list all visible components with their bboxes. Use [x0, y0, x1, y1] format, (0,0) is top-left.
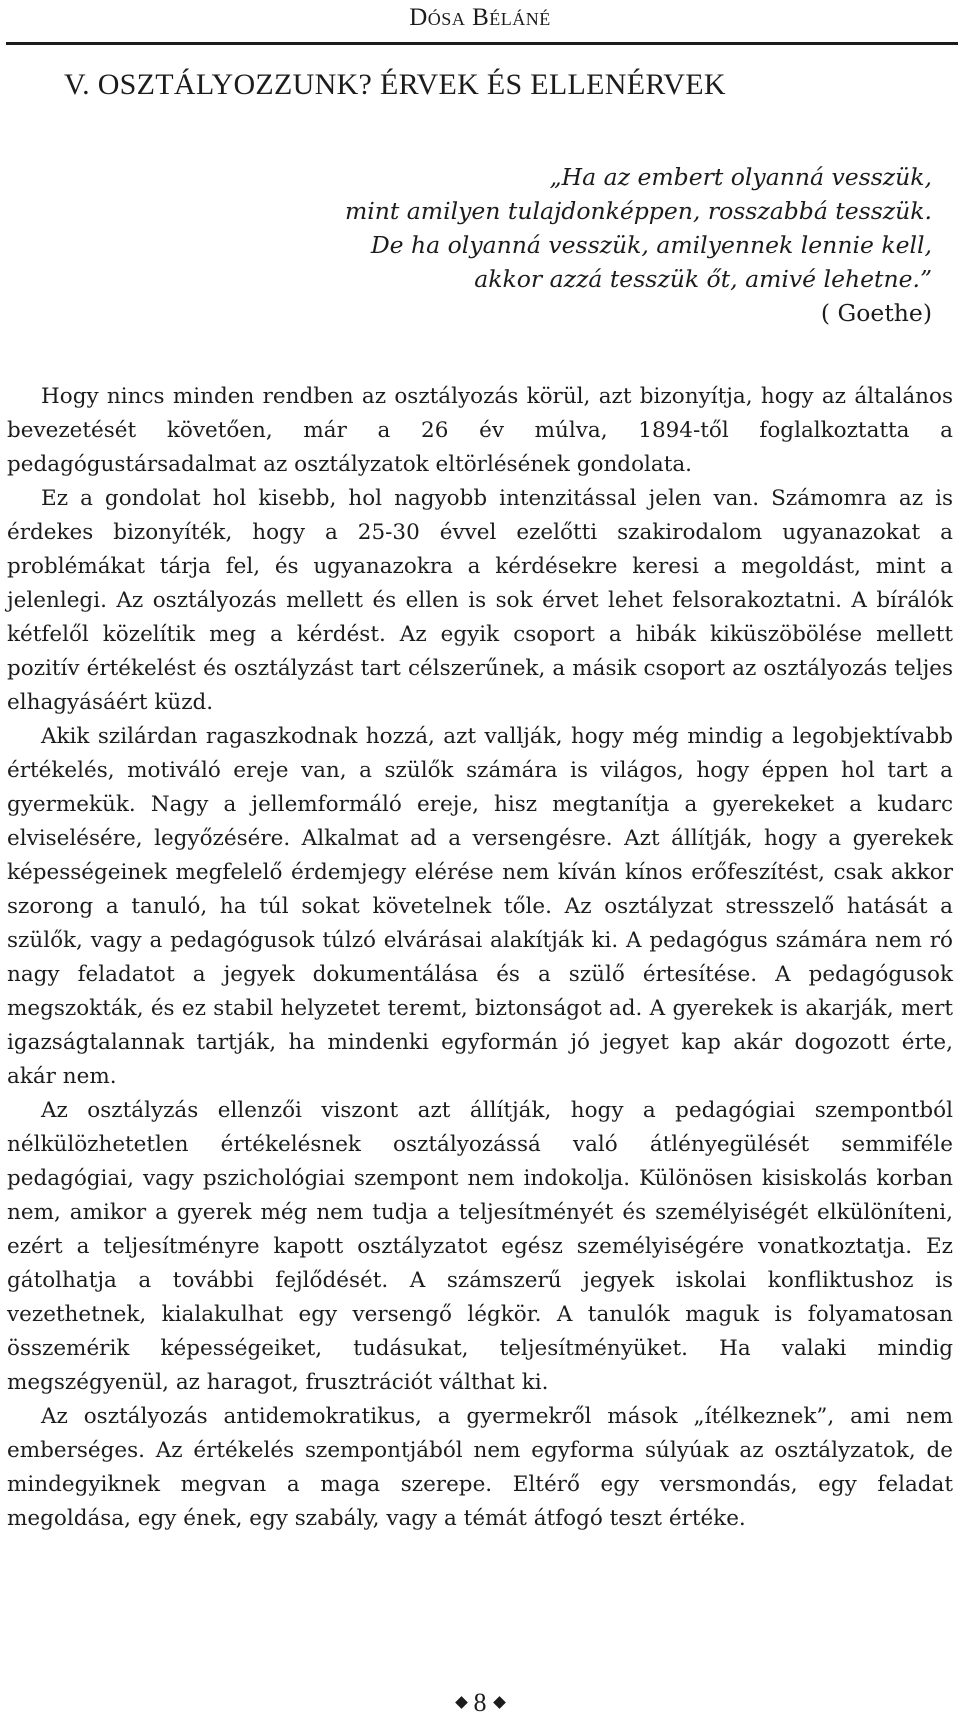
chapter-title: V. OSZTÁLYOZZUNK? ÉRVEK ÉS ELLENÉRVEK	[64, 68, 726, 101]
running-head: Dósa Béláné	[409, 4, 551, 31]
diamond-ornament-icon	[493, 1696, 506, 1709]
paragraph: Akik szilárdan ragaszkodnak hozzá, azt vallják, hogy még mindig a legobjektívabb értékelés, motiváló ereje van, a szülők számára is világos, hogy éppen hol tart a gyermekük. Nagy a jellemformáló ereje, hisz megtanítja a gyerekeket a kudarc elviselésére, legyőzésére. Alkalmat ad a versengésre. Azt állítják, hogy a gyerekek képességeinek megfelelő érdemjegy elérése nem kíván kínos erőfeszítést, csak akkor szorong a tanuló, ha túl sokat követelnek tőle. Az osztályzat stresszelő hatását a szülők, vagy a pedagógusok túlzó elvárásai alakítják ki. A pedagógus számára nem ró nagy feladatot a jegyek dokumentálása és a szülő értesítése. A pedagógusok megszokták, és ez stabil helyzetet teremt, biztonságot ad. A gyerekek is akarják, mert igazságtalannak tartják, ha mindenki egyformán jó jegyet kap akár dogozott érte, akár nem.	[7, 724, 953, 1089]
epigraph-line: De ha olyanná vesszük, amilyennek lennie kell,	[370, 231, 932, 259]
epigraph-line: akkor azzá tesszük őt, amivé lehetne.”	[474, 265, 932, 293]
paragraph: Az osztályozás antidemokratikus, a gyermekről mások „ítélkeznek”, ami nem emberséges. Az értékelés szempontjából nem egyforma súlyúak az osztályzatok, de mindegyiknek megvan a maga szerepe. Eltérő egy versmondás, egy feladat megoldása, egy ének, egy szabály, vagy a témát átfogó teszt értéke.	[7, 1404, 953, 1531]
paragraph: Az osztályzás ellenzői viszont azt állítják, hogy a pedagógiai szempontból nélkülözhetetlen értékelésnek osztályozássá való átlényegülését semmiféle pedagógiai, vagy pszichológiai szempont nem indokolja. Különösen kisiskolás korban nem, amikor a gyerek még nem tudja a teljesítményét és személyiségét elkülöníteni, ezért a teljesítményre kapott osztályzatot egész személyiségére vonatkoztatja. Ez gátolhatja a további fejlődését. A számszerű jegyek iskolai konfliktushoz is vezethetnek, kialakulhat egy versengő légkör. A tanulók maguk is folyamatosan összemérik képességeiket, tudásukat, teljesítményüket. Ha valaki mindig megszégyenül, az haragot, frusztrációt válthat ki.	[7, 1098, 953, 1395]
epigraph	[345, 160, 932, 330]
page-number: 8	[473, 1688, 487, 1717]
epigraph-line: „Ha az embert olyanná vesszük,	[549, 163, 932, 191]
header-rule	[6, 42, 958, 45]
epigraph-author: ( Goethe)	[820, 299, 932, 327]
diamond-ornament-icon	[455, 1696, 468, 1709]
page-footer	[0, 1688, 960, 1718]
paragraph: Hogy nincs minden rendben az osztályozás körül, azt bizonyítja, hogy az általános bevezetését követően, már a 26 év múlva, 1894-től foglalkoztatta a pedagógustársadalmat az osztályzatok eltörlésének gondolata.	[7, 384, 953, 477]
epigraph-line: mint amilyen tulajdonképpen, rosszabbá tesszük.	[344, 197, 932, 225]
body-text	[7, 380, 953, 1536]
paragraph: Ez a gondolat hol kisebb, hol nagyobb intenzitással jelen van. Számomra az is érdekes bizonyíték, hogy a 25-30 évvel ezelőtti szakirodalom ugyanazokat a problémákat tárja fel, és ugyanazokra a kérdésekre keresi a megoldást, mint a jelenlegi. Az osztályozás mellett és ellen is sok érvet lehet felsorakoztatni. A bírálók kétfelől közelítik meg a kérdést. Az egyik csoport a hibák kiküszöbölése mellett pozitív értékelést és osztályzást tart célszerűnek, a másik csoport az osztályozás teljes elhagyásáért küzd.	[7, 486, 953, 715]
